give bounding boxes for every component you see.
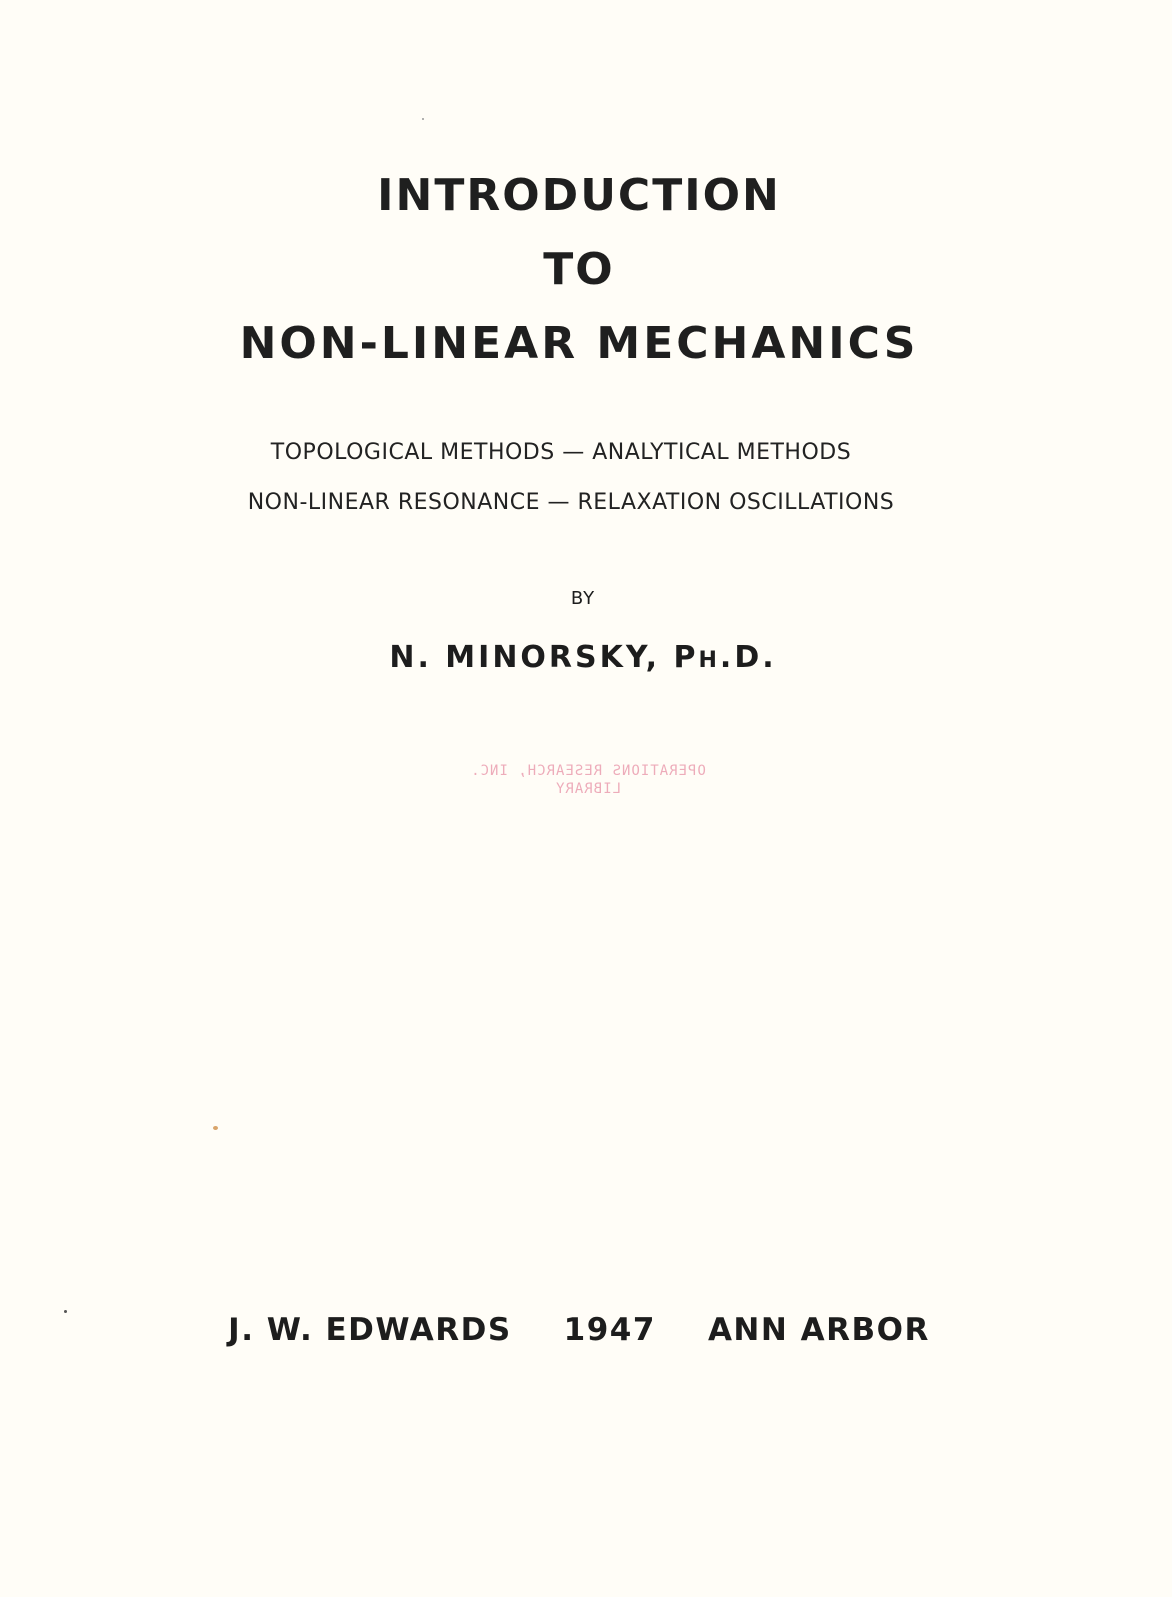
title-line-1: INTRODUCTION (377, 170, 781, 221)
publication-place: ANN ARBOR (707, 1312, 930, 1348)
imprint-line (0, 1312, 1165, 1348)
library-stamp (438, 762, 738, 822)
subtitle-line-1: TOPOLOGICAL METHODS — ANALYTICAL METHODS (270, 440, 852, 465)
paper-speck (213, 1126, 218, 1130)
author-degree-h: H (698, 648, 720, 673)
author-degree-rest: .D. (719, 640, 777, 675)
paper-speck (64, 1310, 67, 1313)
title-line-2: TO (543, 244, 615, 295)
publisher-name: J. W. EDWARDS (228, 1312, 512, 1348)
stamp-line-2: LIBRARY (555, 781, 622, 797)
author-name: N. MINORSKY, (389, 640, 674, 675)
subtitle-line-2: NON-LINEAR RESONANCE — RELAXATION OSCILLATIONS (247, 490, 895, 515)
title-line-3: NON-LINEAR MECHANICS (239, 318, 919, 369)
author-line (0, 640, 1169, 675)
author-degree-p: P (673, 640, 699, 675)
byline: BY (570, 588, 596, 609)
paper-speck (422, 118, 424, 120)
stamp-line-1: OPERATIONS RESEARCH, INC. (470, 763, 706, 779)
publication-year: 1947 (563, 1312, 656, 1348)
